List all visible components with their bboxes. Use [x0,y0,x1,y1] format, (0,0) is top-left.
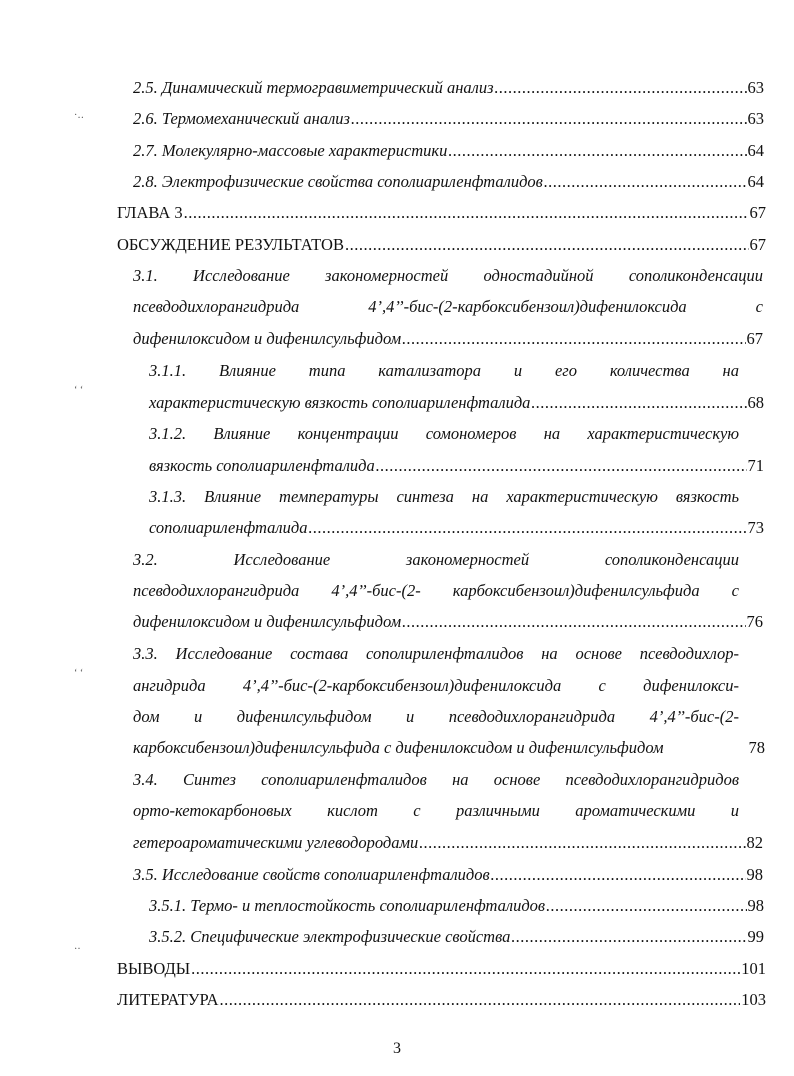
toc-entry-title: карбоксибензоил)дифенилсульфида с дифенилоксидом и дифенилсульфидом [133,738,664,757]
toc-page-number: 103 [741,990,766,1009]
toc-entry-title: гетероароматическими углеводородами [133,833,419,852]
leader-dots [448,136,746,166]
toc-entry-title: 2.6. Термомеханический анализ [133,109,350,128]
leader-dots [402,607,745,637]
page-number: 3 [393,1040,401,1057]
toc-conclusions[interactable] [117,954,766,984]
toc-entry-line: псевдодихлорангидрида 4’,4’’-бис-(2-карбоксибензоил)дифенилоксида с [133,297,763,316]
toc-page-number: 64 [747,141,764,160]
toc-entry-title: 2.7. Молекулярно-массовые характеристики [133,141,448,160]
leader-dots [544,167,747,197]
toc-entry-2-6[interactable] [133,104,764,134]
toc-entry-title: сополиариленфталида [149,518,308,537]
toc-entry-line: дом и дифенилсульфидом и псевдодихлорангидрида 4’,4’’-бис-(2- [133,707,739,726]
toc-page-number: 76 [746,612,763,631]
leader-dots [495,73,747,103]
toc-entry-line: псевдодихлорангидрида 4’,4’’-бис-(2- карбоксибензоил)дифенилсульфида с [133,581,739,600]
toc-entry-title: 3.5.1. Термо- и теплостойкость сополиариленфталидов [149,896,546,915]
toc-page-number: 67 [746,329,763,348]
toc-entry-2-5[interactable] [133,73,764,103]
toc-page-number: 63 [747,109,764,128]
toc-chapter-title: ОБСУЖДЕНИЕ РЕЗУЛЬТАТОВ [117,235,344,254]
scan-speck: ·‥ [74,110,84,121]
toc-entry-last-line [133,733,765,763]
toc-entry-last-line [149,388,764,418]
toc-entry-title: вязкость сополиариленфталида [149,456,375,475]
leader-dots [419,828,745,858]
leader-dots [546,891,746,921]
toc-entry-title: дифенилоксидом и дифенилсульфидом [133,612,402,631]
toc-discussion[interactable] [117,230,766,260]
toc-entry-2-7[interactable] [133,136,764,166]
toc-chapter-3[interactable] [117,198,766,228]
toc-entry-last-line [149,451,764,481]
toc-chapter-title: ГЛАВА 3 [117,203,183,222]
toc-entry-title: 2.8. Электрофизические свойства сополиариленфталидов [133,172,543,191]
toc-entry-line: 3.3. Исследование состава сополириленфталидов на основе псевдодихлор- [133,644,739,663]
leader-dots [308,513,746,543]
toc-page-number: 63 [747,78,764,97]
leader-dots [351,104,747,134]
toc-entry-2-8[interactable] [133,167,764,197]
toc-page-number: 98 [746,865,763,884]
scan-speck: ‘ ‘ [74,668,84,679]
toc-entry-last-line [133,607,763,637]
leader-dots [184,198,749,228]
leader-dots [191,954,740,984]
leader-dots [220,985,741,1015]
toc-chapter-title: ЛИТЕРАТУРА [117,990,219,1009]
toc-entry-title: 3.5. Исследование свойств сополиариленфталидов [133,865,490,884]
toc-page-number: 67 [749,203,766,222]
toc-entry-3-5-2[interactable] [149,922,764,952]
toc-entry-line: 3.2. Исследование закономерностей сополиконденсации [133,550,739,569]
toc-page-number: 73 [747,518,764,537]
toc-page-number: 67 [749,235,766,254]
toc-entry-line: 3.1. Исследование закономерностей одностадийной сополиконденсации [133,266,763,285]
toc-page-number: 101 [741,959,766,978]
scan-speck: ‥ [74,941,81,952]
toc-chapter-title: ВЫВОДЫ [117,959,191,978]
leader-dots [511,922,746,952]
toc-entry-line: 3.1.2. Влияние концентрации сомономеров на характеристическую [149,424,739,443]
toc-page-number: 98 [747,896,764,915]
toc-page-number: 82 [746,833,763,852]
leader-dots [402,324,745,354]
toc-page-number: 78 [748,738,765,757]
toc-entry-last-line [133,324,763,354]
toc-entry-title: 2.5. Динамический термогравиметрический анализ [133,78,494,97]
toc-entry-last-line [149,513,764,543]
toc-entry-3-5-1[interactable] [149,891,764,921]
toc-page-number: 68 [747,393,764,412]
toc-entry-3-5[interactable] [133,860,763,890]
toc-entry-line: ангидрида 4’,4’’-бис-(2-карбоксибензоил)дифенилоксида с дифенилокси- [133,676,739,695]
toc-page-number: 64 [747,172,764,191]
toc-entry-line: 3.4. Синтез сополиариленфталидов на основе псевдодихлорангидридов [133,770,739,789]
toc-entry-line: орто-кетокарбоновых кислот с различными ароматическими и [133,801,739,820]
toc-page-number: 99 [747,927,764,946]
scan-speck: ‘ ‘ [74,385,84,396]
leader-dots [491,860,746,890]
toc-entry-title: 3.5.2. Специфические электрофизические свойства [149,927,511,946]
toc-entry-title: характеристическую вязкость сополиариленфталида [149,393,531,412]
toc-entry-line: 3.1.3. Влияние температуры синтеза на характеристическую вязкость [149,487,739,506]
leader-dots [345,230,749,260]
toc-page-number: 71 [747,456,764,475]
leader-dots [531,388,746,418]
toc-entry-last-line [133,828,763,858]
leader-dots [376,451,747,481]
toc-literature[interactable] [117,985,766,1015]
toc-entry-line: 3.1.1. Влияние типа катализатора и его количества на [149,361,739,380]
toc-entry-title: дифенилоксидом и дифенилсульфидом [133,329,402,348]
